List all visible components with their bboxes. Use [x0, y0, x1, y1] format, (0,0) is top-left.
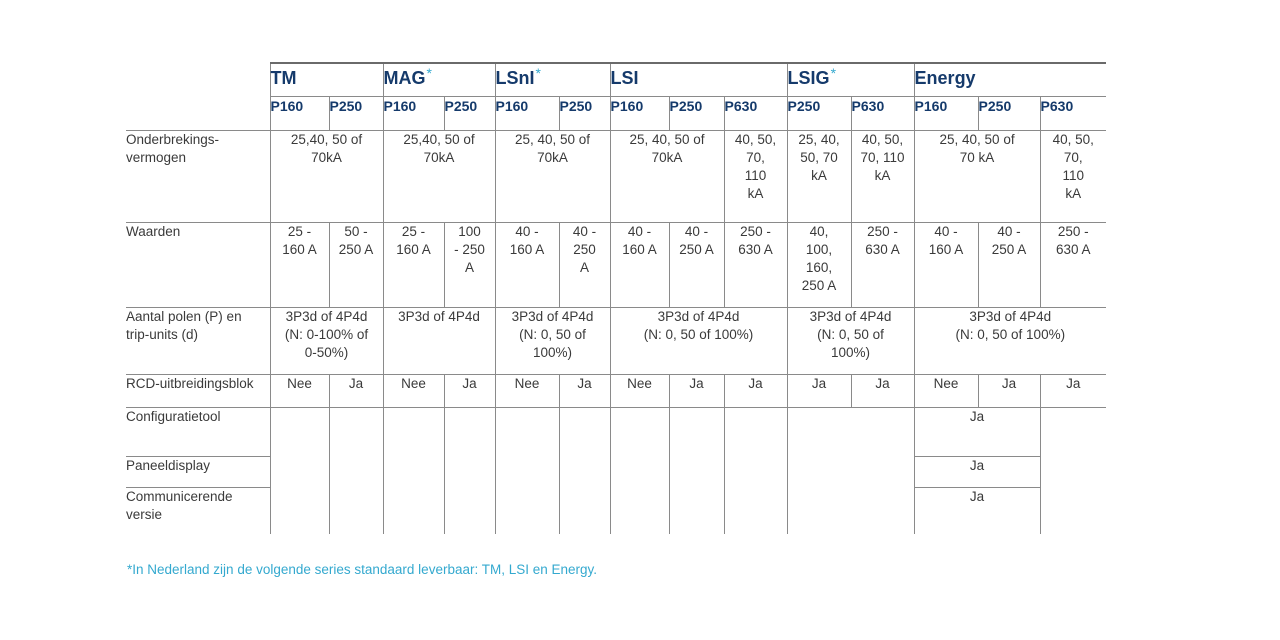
- communicating-value: Ja: [914, 488, 1040, 535]
- rcd-cell: Ja: [851, 375, 914, 408]
- model-header: P160: [610, 97, 669, 131]
- rcd-cell: Ja: [787, 375, 851, 408]
- model-header: P160: [270, 97, 329, 131]
- series-lsi: LSI: [610, 63, 787, 97]
- model-header: P250: [787, 97, 851, 131]
- rcd-cell: Nee: [914, 375, 978, 408]
- breaking-cell: 25, 40, 50 of 70 kA: [914, 131, 1040, 223]
- breaking-capacity-row: [126, 131, 1106, 223]
- rating-cell: 50 - 250 A: [329, 223, 383, 308]
- series-mag: MAG*: [383, 63, 495, 97]
- breaking-cell: 25, 40, 50, 70 kA: [787, 131, 851, 223]
- rating-cell: 250 - 630 A: [724, 223, 787, 308]
- poles-cell: 3P3d of 4P4d: [383, 308, 495, 375]
- model-header: P160: [383, 97, 444, 131]
- series-lsni: LSnI*: [495, 63, 610, 97]
- rating-cell: 100 - 250 A: [444, 223, 495, 308]
- model-header: P250: [978, 97, 1040, 131]
- rcd-cell: Nee: [495, 375, 559, 408]
- rating-cell: 40 - 160 A: [495, 223, 559, 308]
- model-header: P160: [914, 97, 978, 131]
- rating-cell: 25 - 160 A: [270, 223, 329, 308]
- breaking-cell: 25,40, 50 of 70kA: [383, 131, 495, 223]
- poles-label: Aantal polen (P) en trip-units (d): [126, 308, 270, 375]
- model-header: P250: [559, 97, 610, 131]
- series-tm: TM: [270, 63, 383, 97]
- config-tool-label: Configuratietool: [126, 408, 270, 457]
- rating-cell: 250 - 630 A: [851, 223, 914, 308]
- poles-cell: 3P3d of 4P4d (N: 0, 50 of 100%): [787, 308, 914, 375]
- breaking-cell: 25, 40, 50 of 70kA: [495, 131, 610, 223]
- rating-cell: 40 - 250 A: [559, 223, 610, 308]
- model-header: P250: [329, 97, 383, 131]
- panel-display-label: Paneeldisplay: [126, 457, 270, 488]
- model-header: P630: [851, 97, 914, 131]
- spec-table: [126, 62, 1106, 534]
- panel-display-row: [126, 457, 1106, 488]
- rcd-row: [126, 375, 1106, 408]
- rcd-cell: Ja: [1040, 375, 1106, 408]
- footnote: *In Nederland zijn de volgende series standaard leverbaar: TM, LSI en Energy.: [127, 562, 598, 577]
- breaking-capacity-label: Onderbrekings- vermogen: [126, 131, 270, 223]
- model-header: P250: [444, 97, 495, 131]
- rating-cell: 25 - 160 A: [383, 223, 444, 308]
- communicating-label: Communicerende versie: [126, 488, 270, 535]
- config-tool-row: [126, 408, 1106, 457]
- rcd-cell: Ja: [978, 375, 1040, 408]
- breaking-cell: 40, 50, 70, 110 kA: [1040, 131, 1106, 223]
- rcd-cell: Nee: [270, 375, 329, 408]
- panel-display-value: Ja: [914, 457, 1040, 488]
- rating-cell: 40, 100, 160, 250 A: [787, 223, 851, 308]
- rcd-cell: Nee: [610, 375, 669, 408]
- config-tool-value: Ja: [914, 408, 1040, 457]
- poles-cell: 3P3d of 4P4d (N: 0, 50 of 100%): [495, 308, 610, 375]
- poles-row: [126, 308, 1106, 375]
- poles-cell: 3P3d of 4P4d (N: 0, 50 of 100%): [610, 308, 787, 375]
- series-lsig: LSIG*: [787, 63, 914, 97]
- rcd-label: RCD-uitbreidingsblok: [126, 375, 270, 408]
- rcd-cell: Nee: [383, 375, 444, 408]
- breaking-cell: 40, 50, 70, 110 kA: [724, 131, 787, 223]
- communicating-row: [126, 488, 1106, 535]
- model-header: P630: [724, 97, 787, 131]
- rcd-cell: Ja: [444, 375, 495, 408]
- rating-cell: 40 - 160 A: [610, 223, 669, 308]
- rating-cell: 40 - 250 A: [669, 223, 724, 308]
- rcd-cell: Ja: [329, 375, 383, 408]
- model-header: P160: [495, 97, 559, 131]
- series-energy: Energy: [914, 63, 1106, 97]
- poles-cell: 3P3d of 4P4d (N: 0, 50 of 100%): [914, 308, 1106, 375]
- breaking-cell: 25, 40, 50 of 70kA: [610, 131, 724, 223]
- ratings-label: Waarden: [126, 223, 270, 308]
- rating-cell: 40 - 160 A: [914, 223, 978, 308]
- ratings-row: [126, 223, 1106, 308]
- rcd-cell: Ja: [559, 375, 610, 408]
- series-header-row: [126, 63, 1106, 97]
- model-header-row: [126, 97, 1106, 131]
- rating-cell: 250 - 630 A: [1040, 223, 1106, 308]
- model-header: P630: [1040, 97, 1106, 131]
- poles-cell: 3P3d of 4P4d (N: 0-100% of 0-50%): [270, 308, 383, 375]
- model-header: P250: [669, 97, 724, 131]
- rating-cell: 40 - 250 A: [978, 223, 1040, 308]
- breaking-cell: 40, 50, 70, 110 kA: [851, 131, 914, 223]
- rcd-cell: Ja: [669, 375, 724, 408]
- breaking-cell: 25,40, 50 of 70kA: [270, 131, 383, 223]
- rcd-cell: Ja: [724, 375, 787, 408]
